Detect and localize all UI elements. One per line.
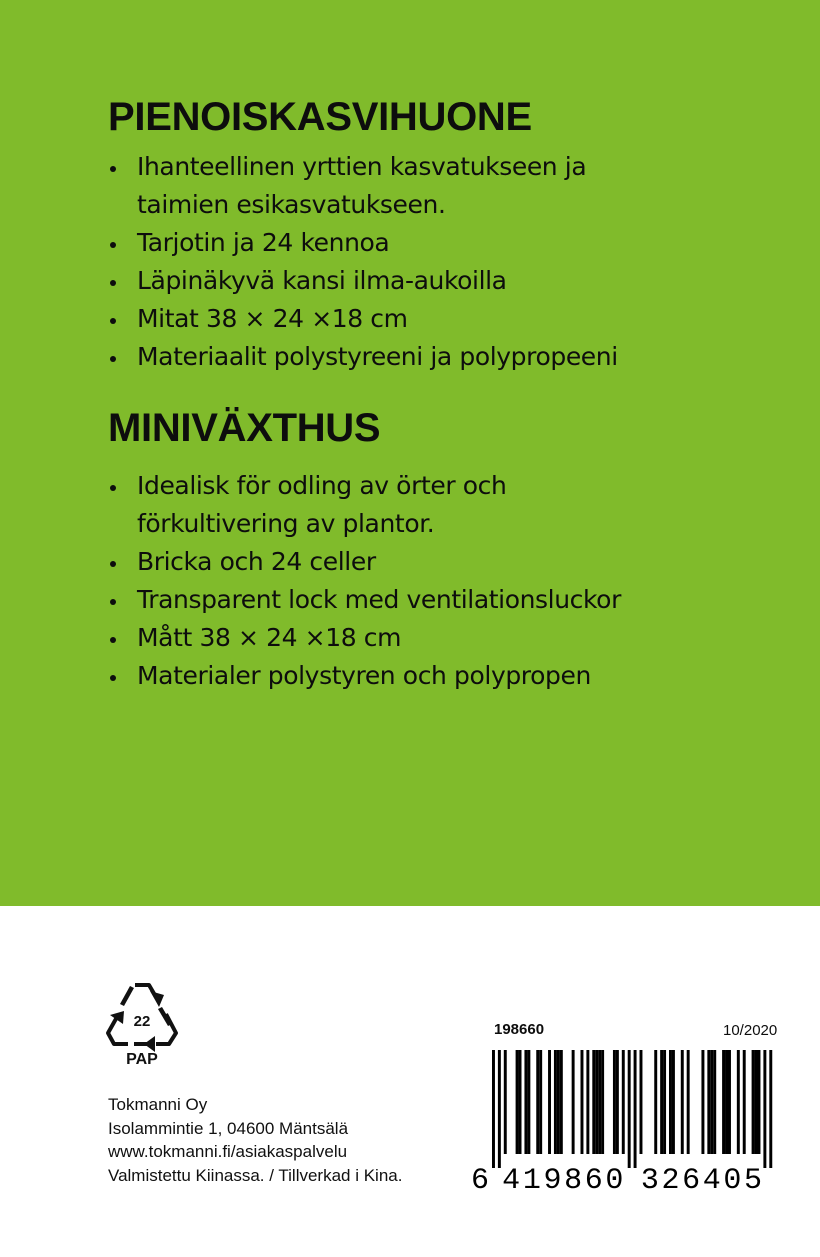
- section-finnish: [108, 92, 808, 376]
- bullet-item: Idealisk för odling av örter och förkultivering av plantor.: [108, 467, 808, 543]
- barcode-bar: [595, 1050, 598, 1154]
- barcode-bar: [557, 1050, 560, 1154]
- barcode-bar: [586, 1050, 589, 1154]
- barcode-bar: [498, 1050, 501, 1168]
- barcode-digit: 3: [640, 1164, 659, 1190]
- barcode-bar: [755, 1050, 758, 1154]
- barcode-bar: [769, 1050, 772, 1168]
- barcode-bar: [598, 1050, 601, 1154]
- section-swedish: [108, 403, 808, 695]
- barcode-digit: 0: [723, 1164, 742, 1190]
- product-number: 198660: [494, 1021, 545, 1038]
- barcode-digit: 2: [661, 1164, 680, 1190]
- barcode-bar: [725, 1050, 728, 1154]
- barcode-bar: [654, 1050, 657, 1154]
- bullet-item: Materiaalit polystyreeni ja polypropeeni: [108, 338, 808, 376]
- company-address: Isolammintie 1, 04600 Mäntsälä: [108, 1118, 349, 1138]
- barcode-bar: [536, 1050, 539, 1154]
- barcode-bar: [548, 1050, 551, 1154]
- barcode: [470, 1050, 786, 1190]
- date-code: 10/2020: [723, 1022, 778, 1039]
- heading-finnish: PIENOISKASVIHUONE: [108, 95, 532, 139]
- barcode-bar: [613, 1050, 616, 1154]
- barcode-bar: [527, 1050, 530, 1154]
- barcode-bar: [758, 1050, 761, 1154]
- company-info: [108, 1093, 402, 1187]
- bullet-item: Bricka och 24 celler: [108, 543, 808, 581]
- recycle-label: PAP: [126, 1051, 158, 1068]
- barcode-digit: 4: [502, 1164, 521, 1190]
- heading-swedish: MINIVÄXTHUS: [108, 406, 381, 450]
- barcode-digit: 1: [522, 1164, 541, 1190]
- barcode-bar: [737, 1050, 740, 1154]
- barcode-bar: [707, 1050, 710, 1154]
- barcode-bar: [672, 1050, 675, 1154]
- barcode-bar: [728, 1050, 731, 1154]
- bullet-list-swedish: [108, 467, 808, 695]
- barcode-bar: [722, 1050, 725, 1154]
- barcode-bar: [524, 1050, 527, 1154]
- barcode-digit: 9: [543, 1164, 562, 1190]
- barcode-bar: [743, 1050, 746, 1154]
- bullet-item: Materialer polystyren och polypropen: [108, 657, 808, 695]
- barcode-bar: [554, 1050, 557, 1154]
- barcode-bar: [592, 1050, 595, 1154]
- barcode-digits: [471, 1164, 762, 1190]
- barcode-bar: [763, 1050, 766, 1168]
- barcode-bar: [539, 1050, 542, 1154]
- recycle-symbol-icon: [104, 978, 180, 1070]
- barcode-digit: 6: [584, 1164, 603, 1190]
- barcode-bar: [628, 1050, 631, 1168]
- barcode-bar: [634, 1050, 637, 1168]
- company-url: www.tokmanni.fi/asiakaspalvelu: [108, 1142, 348, 1161]
- barcode-bar: [640, 1050, 643, 1154]
- barcode-bar: [519, 1050, 522, 1154]
- barcode-bar: [560, 1050, 563, 1154]
- recycle-code: 22: [133, 1013, 151, 1030]
- bullet-item: Tarjotin ja 24 kennoa: [108, 224, 808, 262]
- barcode-bar: [572, 1050, 575, 1154]
- bullet-item: Ihanteellinen yrttien kasvatukseen ja taimien esikasvatukseen.: [108, 148, 808, 224]
- barcode-digit: 5: [744, 1164, 763, 1190]
- barcode-bar: [710, 1050, 713, 1154]
- barcode-bar: [701, 1050, 704, 1154]
- barcode-bar: [663, 1050, 666, 1154]
- origin-text: Valmistettu Kiinassa. / Tillverkad i Kina.: [108, 1165, 403, 1185]
- barcode-bar: [622, 1050, 625, 1154]
- barcode-bar: [687, 1050, 690, 1154]
- barcode-bar: [581, 1050, 584, 1154]
- barcode-bar: [516, 1050, 519, 1154]
- barcode-digit: 6: [470, 1164, 490, 1190]
- bullet-item: Mitat 38 × 24 ×18 cm: [108, 300, 808, 338]
- barcode-bars: [492, 1050, 772, 1168]
- barcode-bar: [713, 1050, 716, 1154]
- barcode-bar: [492, 1050, 495, 1168]
- barcode-bar: [660, 1050, 663, 1154]
- barcode-digit: 8: [564, 1164, 583, 1190]
- barcode-digit: 4: [702, 1164, 721, 1190]
- barcode-bar: [752, 1050, 755, 1154]
- bullet-item: Mått 38 × 24 ×18 cm: [108, 619, 808, 657]
- barcode-bar: [504, 1050, 507, 1154]
- bullet-list-finnish: [108, 148, 808, 376]
- bullet-item: Läpinäkyvä kansi ilma-aukoilla: [108, 262, 808, 300]
- bullet-item: Transparent lock med ventilationsluckor: [108, 581, 808, 619]
- barcode-bar: [616, 1050, 619, 1154]
- barcode-bar: [601, 1050, 604, 1154]
- barcode-digit: 0: [605, 1164, 624, 1190]
- company-name: Tokmanni Oy: [108, 1095, 208, 1114]
- barcode-bar: [681, 1050, 684, 1154]
- barcode-bar: [669, 1050, 672, 1154]
- barcode-digit: 6: [682, 1164, 701, 1190]
